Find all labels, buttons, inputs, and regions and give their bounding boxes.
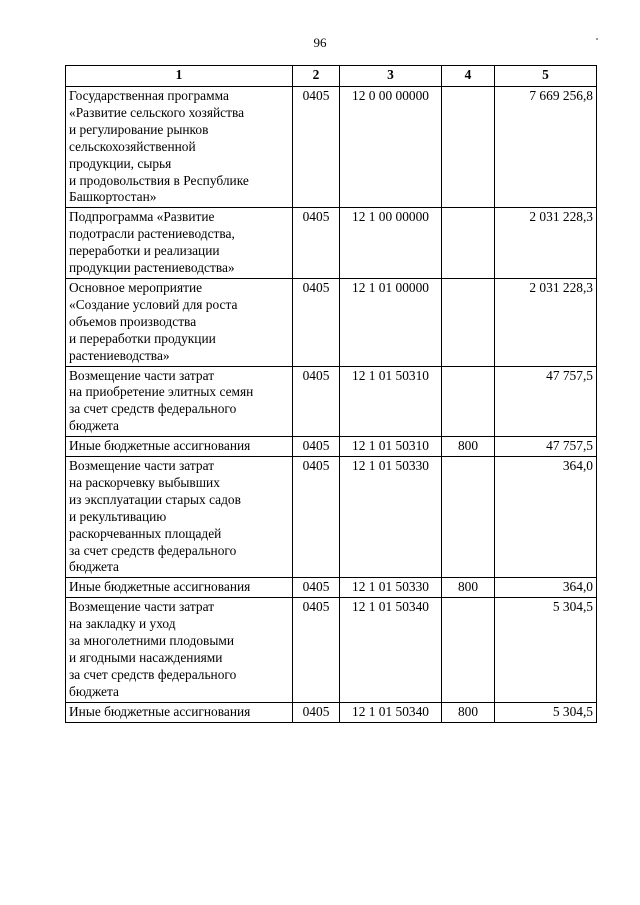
row-expense-type [442,366,495,437]
row-target: 12 1 01 50340 [340,702,442,722]
row-amount: 2 031 228,3 [495,278,597,366]
row-target: 12 1 01 00000 [340,278,442,366]
row-expense-type [442,87,495,208]
row-target: 12 1 01 50340 [340,598,442,702]
row-name: Возмещение части затрат на приобретение элитных семян за счет средств федерального бюджета [66,366,293,437]
row-amount: 2 031 228,3 [495,208,597,279]
row-expense-type: 800 [442,437,495,457]
column-header-section: 2 [293,66,340,87]
row-expense-type: 800 [442,578,495,598]
row-name: Государственная программа «Развитие сельского хозяйства и регулирование рынков сельскохозяйственной продукции, сырья и продовольствия в Республике Башкортостан» [66,87,293,208]
row-amount: 364,0 [495,457,597,578]
table-row [66,437,597,457]
row-section: 0405 [293,702,340,722]
table-header-row [66,66,597,87]
row-name: Иные бюджетные ассигнования [66,578,293,598]
table-row [66,87,597,208]
page-number: 96 [313,35,327,50]
row-name: Иные бюджетные ассигнования [66,702,293,722]
budget-table [65,65,597,723]
table-row [66,278,597,366]
table-row [66,598,597,702]
row-name: Иные бюджетные ассигнования [66,437,293,457]
row-expense-type [442,278,495,366]
table-row [66,578,597,598]
table-row [66,702,597,722]
row-name: Подпрограмма «Развитие подотрасли растениеводства, переработки и реализации продукции растениеводства» [66,208,293,279]
table-row [66,457,597,578]
row-amount: 47 757,5 [495,437,597,457]
row-name: Основное мероприятие «Создание условий для роста объемов производства и переработки продукции растениеводства» [66,278,293,366]
row-section: 0405 [293,598,340,702]
row-target: 12 1 00 00000 [340,208,442,279]
column-header-target: 3 [340,66,442,87]
row-expense-type [442,457,495,578]
row-section: 0405 [293,578,340,598]
column-header-name: 1 [66,66,293,87]
row-name: Возмещение части затрат на раскорчевку выбывших из эксплуатации старых садов и рекультивацию раскорчеванных площадей за счет средств федерального бюджета [66,457,293,578]
row-expense-type [442,598,495,702]
row-section: 0405 [293,87,340,208]
row-section: 0405 [293,278,340,366]
row-target: 12 1 01 50330 [340,578,442,598]
column-header-amount: 5 [495,66,597,87]
row-amount: 364,0 [495,578,597,598]
row-expense-type: 800 [442,702,495,722]
row-expense-type [442,208,495,279]
row-amount: 5 304,5 [495,598,597,702]
row-section: 0405 [293,366,340,437]
row-section: 0405 [293,457,340,578]
row-target: 12 1 01 50310 [340,366,442,437]
row-section: 0405 [293,208,340,279]
row-target: 12 1 01 50330 [340,457,442,578]
row-section: 0405 [293,437,340,457]
row-name: Возмещение части затрат на закладку и уход за многолетними плодовыми и ягодными насаждениями за счет средств федерального бюджета [66,598,293,702]
column-header-expense-type: 4 [442,66,495,87]
scan-dot [596,38,598,40]
row-amount: 5 304,5 [495,702,597,722]
row-amount: 47 757,5 [495,366,597,437]
row-amount: 7 669 256,8 [495,87,597,208]
row-target: 12 1 01 50310 [340,437,442,457]
row-target: 12 0 00 00000 [340,87,442,208]
table-row [66,366,597,437]
table-row [66,208,597,279]
